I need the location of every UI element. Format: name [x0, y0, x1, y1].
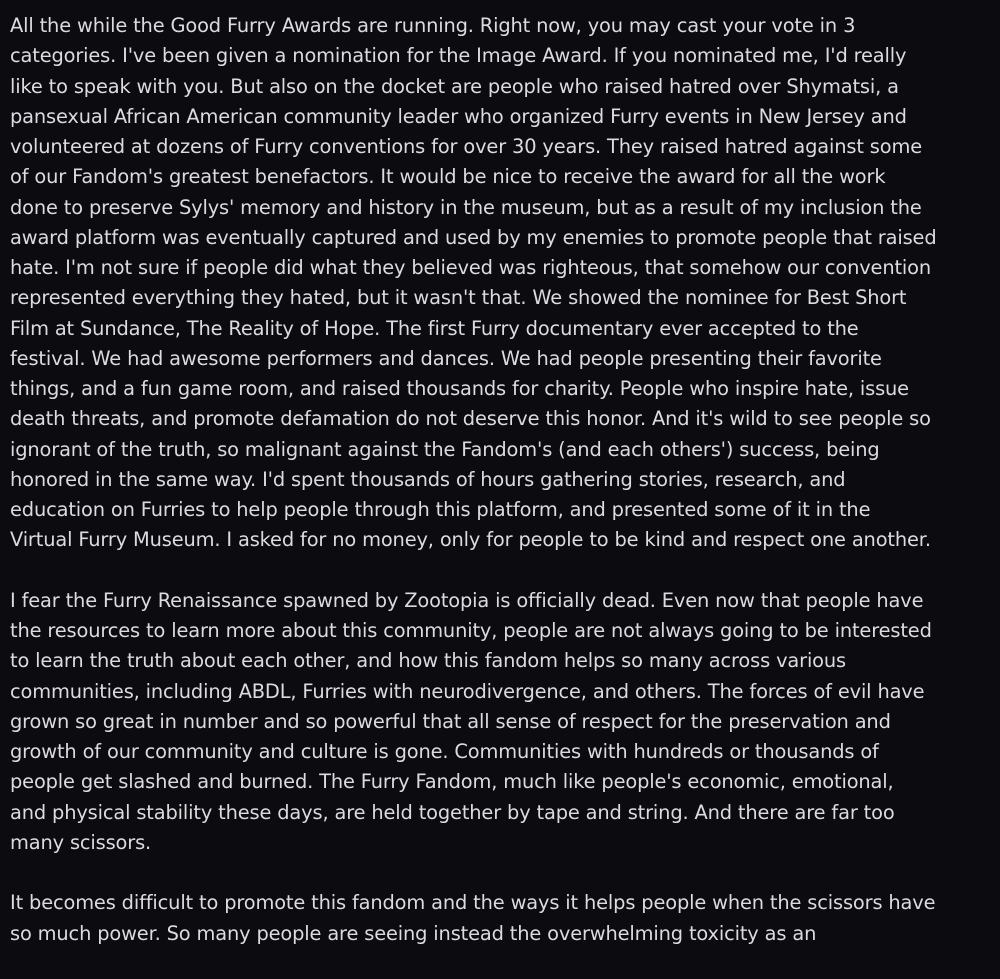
text-line: education on Furries to help people through this platform, and presented some of it in the — [10, 498, 871, 521]
text-line: communities, including ABDL, Furries with neurodivergence, and others. The forces of evil have — [10, 679, 925, 703]
text-line: to learn the truth about each other, and how this fandom helps so many across various — [10, 649, 846, 673]
paragraph-awards — [10, 11, 992, 556]
text-line: Film at Sundance, The Reality of Hope. The first Furry documentary ever accepted to the — [10, 316, 859, 340]
text-line: honored in the same way. I'd spent thousands of hours gathering stories, research, and — [10, 467, 846, 491]
text-line: All the while the Good Furry Awards are running. Right now, you may cast your vote in 3 — [10, 14, 856, 37]
paragraph-renaissance — [10, 586, 992, 858]
post-body — [10, 11, 992, 979]
text-line: death threats, and promote defamation do not deserve this honor. And it's wild to see people so — [10, 407, 931, 431]
paragraph-scissors — [10, 888, 992, 949]
text-line: It becomes difficult to promote this fandom and the ways it helps people when the scissors have — [10, 891, 936, 915]
text-line: categories. I've been given a nomination for the Image Award. If you nominated me, I'd really — [10, 44, 907, 68]
text-line: done to preserve Sylys' memory and history in the museum, but as a result of my inclusion the — [10, 195, 922, 219]
text-line: award platform was eventually captured and used by my enemies to promote people that raised — [10, 225, 937, 249]
text-line: ignorant of the truth, so malignant against the Fandom's (and each others') success, being — [10, 437, 880, 461]
text-line: Virtual Furry Museum. I asked for no money, only for people to be kind and respect one another. — [10, 528, 931, 552]
text-line: things, and a fun game room, and raised thousands for charity. People who inspire hate, issue — [10, 377, 909, 400]
text-line: many scissors. — [10, 830, 152, 854]
text-line: people get slashed and burned. The Furry Fandom, much like people's economic, emotional, — [10, 770, 894, 794]
text-line: volunteered at dozens of Furry conventions for over 30 years. They raised hatred against some — [10, 135, 922, 158]
text-line: hate. I'm not sure if people did what they believed was righteous, that somehow our convention — [10, 256, 932, 279]
text-line: so much power. So many people are seeing instead the overwhelming toxicity as an — [10, 921, 817, 945]
text-line: growth of our community and culture is gone. Communities with hundreds or thousands of — [10, 740, 879, 763]
text-line: pansexual African American community leader who organized Furry events in New Jersey and — [10, 104, 907, 128]
text-line: and physical stability these days, are held together by tape and string. And there are far too — [10, 800, 895, 824]
text-line: I fear the Furry Renaissance spawned by Zootopia is officially dead. Even now that people have — [10, 588, 924, 612]
text-line: represented everything they hated, but it wasn't that. We showed the nominee for Best Short — [10, 286, 907, 310]
text-line: like to speak with you. But also on the docket are people who raised hatred over Shymatsi, a — [10, 74, 899, 98]
text-line: festival. We had awesome performers and dances. We had people presenting their favorite — [10, 346, 882, 370]
text-line: of our Fandom's greatest benefactors. It would be nice to receive the award for all the work — [10, 165, 886, 189]
text-line: the resources to learn more about this community, people are not always going to be interested — [10, 619, 932, 642]
text-line: grown so great in number and so powerful that all sense of respect for the preservation and — [10, 709, 891, 733]
